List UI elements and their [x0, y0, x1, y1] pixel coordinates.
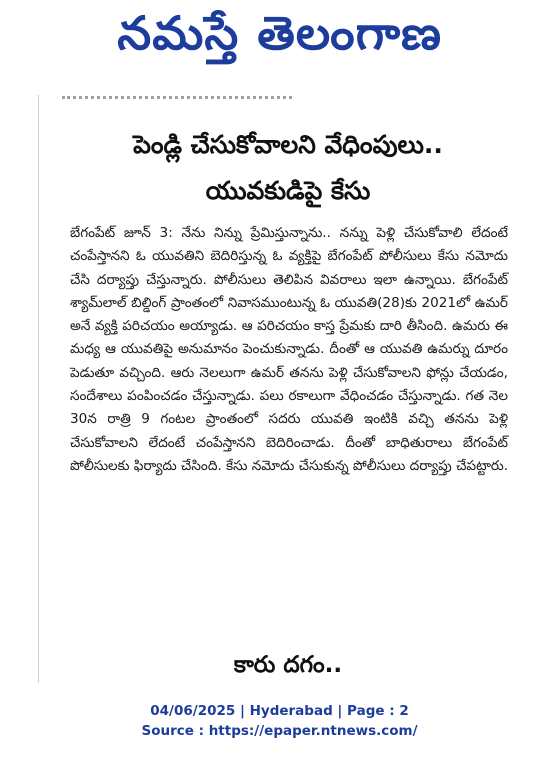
footer-date-edition-page: 04/06/2025 | Hyderabad | Page : 2: [150, 703, 409, 719]
next-article-headline: కారు దగం..: [233, 652, 343, 678]
newspaper-logo: నమస్తే తెలంగాణ: [117, 6, 442, 60]
article-headline-line1: పెండ్లి చేసుకోవాలని వేధింపులు..: [133, 130, 443, 159]
masthead: [0, 0, 559, 78]
article-headline-line2: యువకుడిపై కేసు: [205, 176, 371, 205]
footer-source-link[interactable]: Source : https://epaper.ntnews.com/: [141, 723, 418, 739]
article-body: బేగంపేట్ జూన్ 3: నేను నిన్ను ప్రేమిస్తున్నాను.. నన్ను పెళ్లి చేసుకోవాలి లేదంటే చంపేస్తానని ఓ యువతిని బెదిరిస్తున్న ఓ వ్యక్తిపై బేగంపేట్ పోలీసులు కేసు నమోదు చేసి దర్యాప్తు చేస్తున్నారు. పోలీసులు తెలిపిన వివరాలు ఇలా ఉన్నాయి. బేగంపేట్ శ్యామ్‌లాల్ బిల్డింగ్ ప్రాంతంలో నివాసముంటున్న ఓ యువతి(28)కు 2021లో ఉమర్ అనే వ్యక్తి పరిచయం అయ్యాడు. ఆ పరిచయం కాస్త ప్రేమకు దారి తీసింది. ఉమరు ఈ మధ్య ఆ యువతిపై అనుమానం పెంచుకున్నాడు. దీంతో ఆ యువతి ఉమర్ను దూరం పెడుతూ వచ్చింది. ఆరు నెలలుగా ఉమర్ తనను పెళ్లి చేసుకోవాలని ఫోన్లు చేయడం, సందేశాలు పంపించడం చేస్తున్నాడు. పలు రకాలుగా వేధించడం చేస్తున్నాడు. గత నెల 30న రాత్రి 9 గంటల ప్రాంతంలో సదరు యువతి ఇంటికి వచ్చి తనను పెళ్లి చేసుకోవాలని లేదంటే చంపేస్తానని బెదిరించాడు. దీంతో బాధితురాలు బేగంపేట్ పోలీసులకు ఫిర్యాదు చేసింది. కేసు నమోదు చేసుకున్న పోలీసులు దర్యాప్తు చేపట్టారు.: [70, 225, 509, 474]
adjacent-column-fragment: [0, 95, 36, 655]
